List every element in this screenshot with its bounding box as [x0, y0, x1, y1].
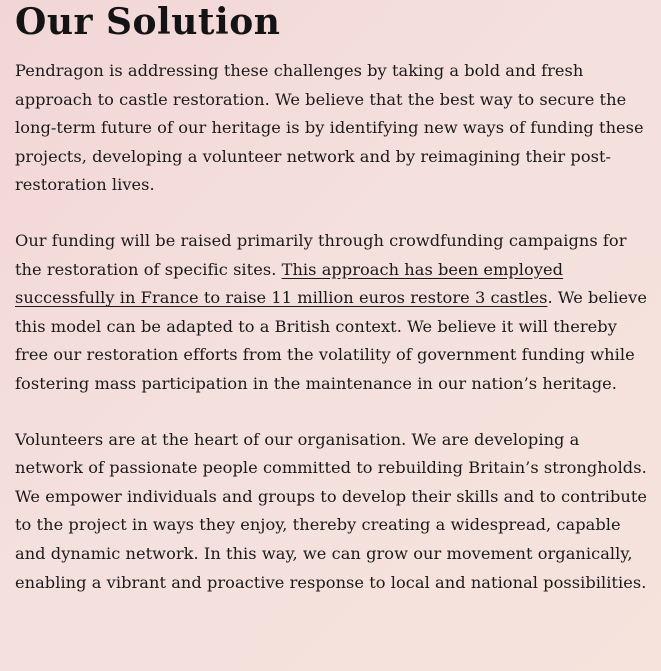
funding-text-before-link: Our funding will be raised primarily through crowdfunding campaigns for the restoration of specific sites. [15, 230, 627, 279]
funding-text-after-link: . We believe this model can be adapted to a British context. We believe it will thereby free our restoration efforts from the volatility of government funding while fostering mass participation in the maintenance in our nation’s heritage. [15, 288, 647, 393]
page-title: Our Solution [15, 1, 281, 43]
paragraph-approach: Pendragon is addressing these challenges by taking a bold and fresh approach to castle restoration. We believe that the best way to secure the long-term future of our heritage is by identifying new ways of funding these projects, developing a volunteer network and by reimagining their post-restoration lives. [15, 61, 644, 195]
paragraph-volunteers: Volunteers are at the heart of our organisation. We are developing a network of passionate people committed to rebuilding Britain’s strongholds. We empower individuals and groups to develop their skills and to contribute to the project in ways they enjoy, thereby creating a widespread, capable and dynamic network. In this way, we can grow our movement organically, enabling a vibrant and proactive response to local and national possibilities. [15, 429, 648, 592]
paragraph-funding [15, 227, 651, 399]
france-crowdfunding-link[interactable]: This approach has been employed successfully in France to raise 11 million euros restore 3 castles [15, 259, 564, 308]
